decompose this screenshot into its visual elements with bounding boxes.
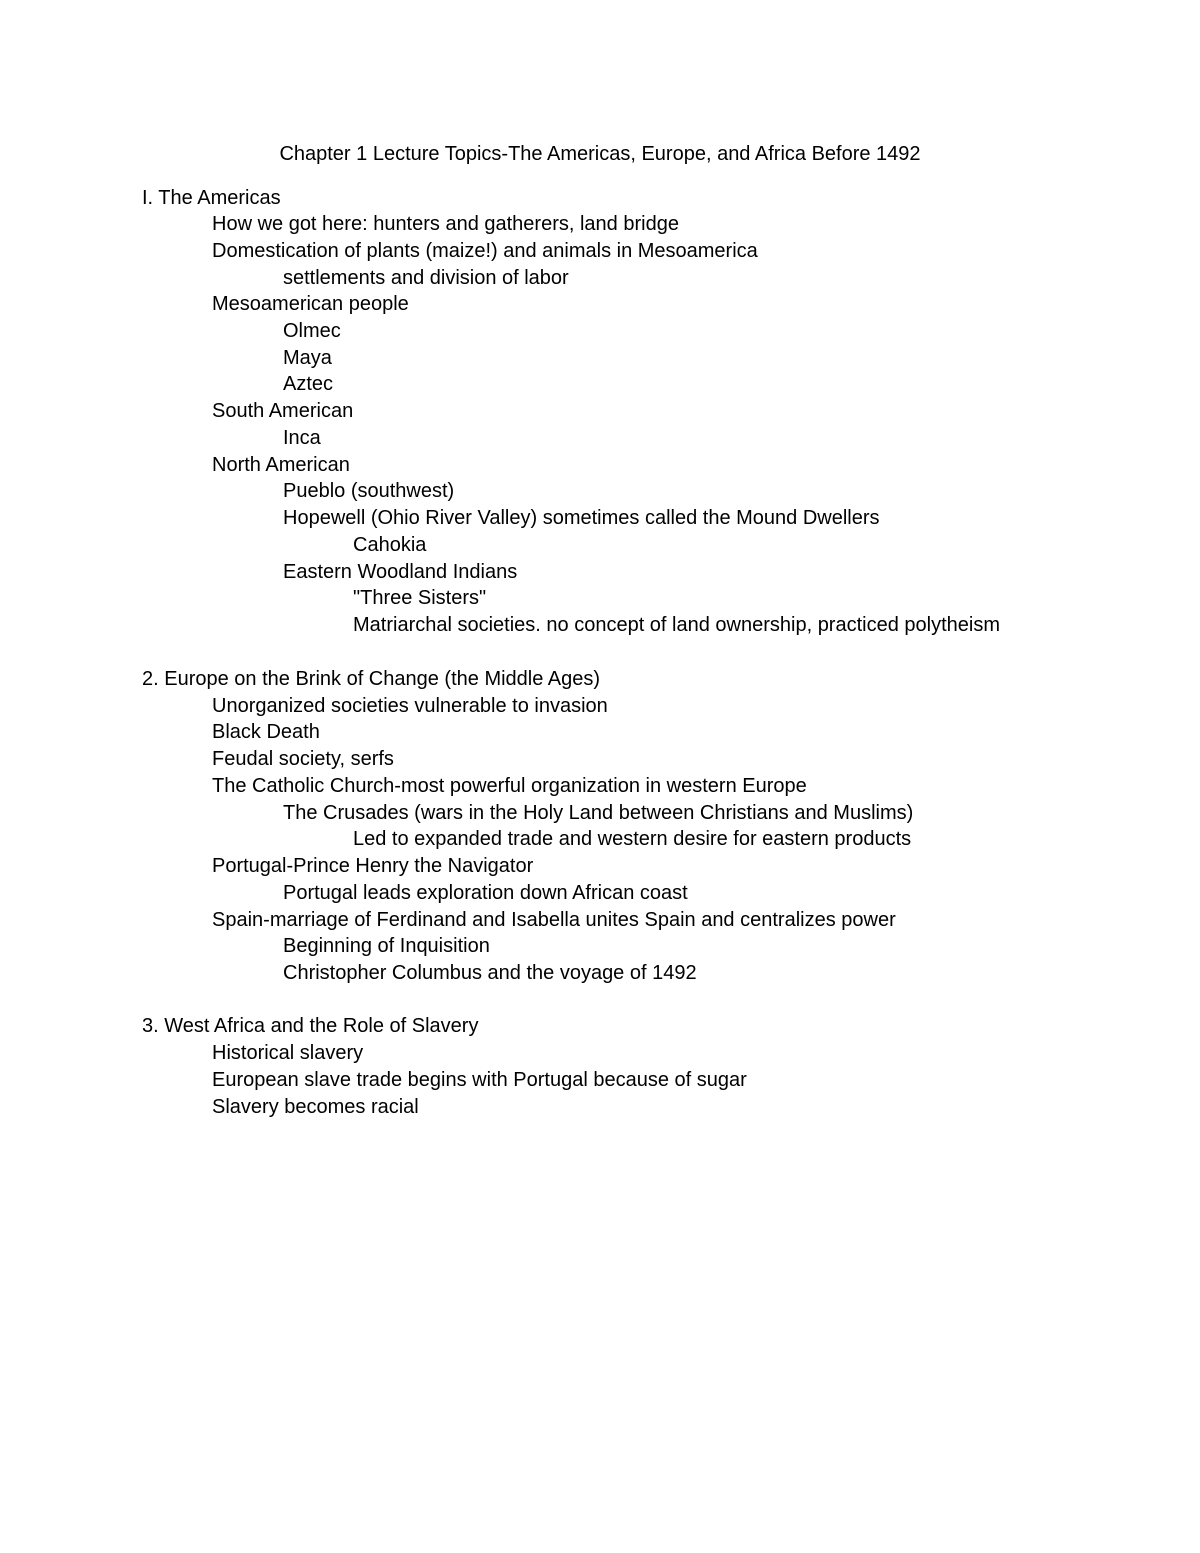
outline-item: European slave trade begins with Portugal because of sugar bbox=[212, 1069, 747, 1091]
outline-item: "Three Sisters" bbox=[353, 587, 487, 609]
outline-item: Pueblo (southwest) bbox=[283, 480, 455, 502]
outline-item: Matriarchal societies. no concept of land ownership, practiced polytheism bbox=[353, 614, 1000, 636]
outline-item: Portugal leads exploration down African coast bbox=[283, 882, 688, 904]
outline-item: Mesoamerican people bbox=[212, 293, 409, 315]
outline-item: Historical slavery bbox=[212, 1042, 364, 1064]
outline-item: Portugal-Prince Henry the Navigator bbox=[212, 855, 534, 877]
section-heading-americas: I. The Americas bbox=[142, 187, 281, 209]
outline-item: Black Death bbox=[212, 721, 320, 743]
outline-item: North American bbox=[212, 454, 350, 476]
outline-item: Aztec bbox=[283, 373, 334, 395]
section-heading-europe: 2. Europe on the Brink of Change (the Middle Ages) bbox=[142, 668, 601, 690]
outline-item: Inca bbox=[283, 427, 321, 449]
document-title: Chapter 1 Lecture Topics-The Americas, Europe, and Africa Before 1492 bbox=[279, 143, 921, 165]
outline-item: Spain-marriage of Ferdinand and Isabella unites Spain and centralizes power bbox=[212, 909, 896, 931]
outline-item: Maya bbox=[283, 347, 332, 369]
outline-item: Eastern Woodland Indians bbox=[283, 561, 518, 583]
outline-item: Hopewell (Ohio River Valley) sometimes called the Mound Dwellers bbox=[283, 507, 880, 529]
outline-item: settlements and division of labor bbox=[283, 267, 569, 289]
section-heading-west-africa: 3. West Africa and the Role of Slavery bbox=[142, 1015, 479, 1037]
outline-item: Unorganized societies vulnerable to invasion bbox=[212, 695, 608, 717]
outline-item: Feudal society, serfs bbox=[212, 748, 394, 770]
outline-item: Led to expanded trade and western desire for eastern products bbox=[353, 828, 912, 850]
outline-item: Domestication of plants (maize!) and animals in Mesoamerica bbox=[212, 240, 758, 262]
outline-item: How we got here: hunters and gatherers, land bridge bbox=[212, 213, 679, 235]
outline-item: Cahokia bbox=[353, 534, 427, 556]
outline-item: Beginning of Inquisition bbox=[283, 935, 490, 957]
outline-item: South American bbox=[212, 400, 354, 422]
outline-item: Christopher Columbus and the voyage of 1492 bbox=[283, 962, 697, 984]
outline-item: Olmec bbox=[283, 320, 341, 342]
outline-item: The Crusades (wars in the Holy Land between Christians and Muslims) bbox=[283, 802, 914, 824]
outline-item: The Catholic Church-most powerful organization in western Europe bbox=[212, 775, 807, 797]
outline-item: Slavery becomes racial bbox=[212, 1096, 419, 1118]
